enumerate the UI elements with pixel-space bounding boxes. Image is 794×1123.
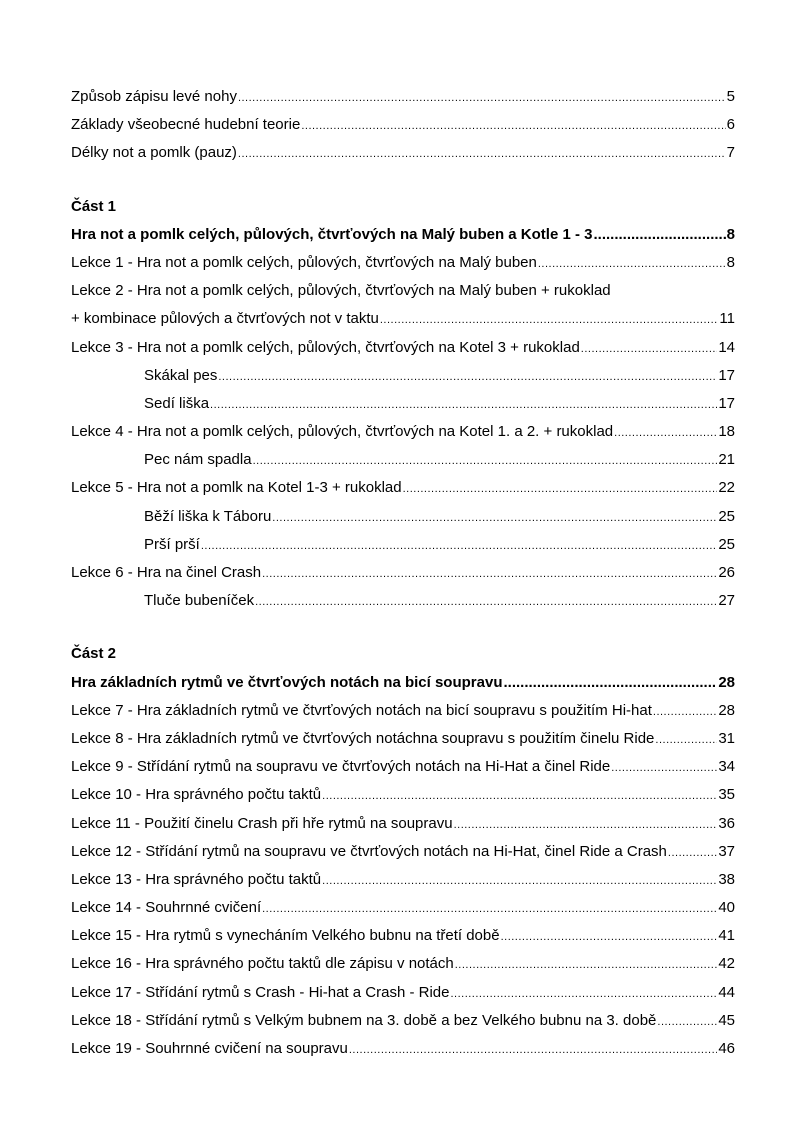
toc-entry-title: + kombinace půlových a čtvrťových not v taktu xyxy=(71,310,379,328)
toc-entry-title: Lekce 4 - Hra not a pomlk celých, půlových, čtvrťových na Kotel 1. a 2. + rukoklad xyxy=(71,423,614,441)
toc-entry-title: Sedí liška xyxy=(144,394,210,412)
toc-subentry[interactable] xyxy=(71,503,735,531)
toc-entry-title: Lekce 5 - Hra not a pomlk na Kotel 1-3 + rukoklad xyxy=(71,479,402,497)
toc-entry-page: 42 xyxy=(718,955,735,973)
toc-entry[interactable] xyxy=(71,781,735,809)
toc-entry-title: Lekce 6 - Hra na činel Crash xyxy=(71,564,262,581)
toc-dot-leader xyxy=(538,250,726,278)
toc-entry-page: 8 xyxy=(726,253,735,271)
toc-entry-page: 40 xyxy=(718,899,735,917)
toc-entry-title: Lekce 19 - Souhrnné cvičení na soupravu xyxy=(71,1040,348,1057)
toc-subentry[interactable] xyxy=(71,390,735,418)
toc-dot-leader xyxy=(272,504,717,532)
toc-entry[interactable] xyxy=(71,979,735,1007)
toc-dot-leader xyxy=(322,782,717,810)
toc-dot-leader xyxy=(255,588,717,616)
toc-section-title: Hra základních rytmů ve čtvrťových notách na bicí soupravu xyxy=(71,673,503,691)
toc-entry-page: 17 xyxy=(718,366,735,384)
toc-entry-title: Lekce 9 - Střídání rytmů na soupravu ve čtvrťových notách na Hi-Hat a činel Ride xyxy=(71,758,611,776)
toc-subentry[interactable] xyxy=(71,531,735,559)
toc-entry-page: 25 xyxy=(718,507,735,525)
toc-entry-page: 36 xyxy=(718,814,735,832)
toc-entry[interactable] xyxy=(71,83,735,111)
toc-entry[interactable] xyxy=(71,838,735,866)
toc-dot-leader xyxy=(253,447,718,475)
toc-entry-title: Tluče bubeníček xyxy=(144,592,255,610)
toc-section-entry[interactable] xyxy=(71,669,735,697)
toc-entry-title: Pec nám spadla xyxy=(144,451,252,469)
table-of-contents xyxy=(71,83,735,1063)
toc-dot-leader xyxy=(322,867,717,895)
part-heading xyxy=(71,640,735,668)
toc-entry[interactable] xyxy=(71,1007,735,1035)
toc-entry-title: Lekce 11 - Použití činelu Crash při hře rytmů na soupravu xyxy=(71,814,453,832)
toc-entry-title: Lekce 10 - Hra správného počtu taktů xyxy=(71,786,322,804)
toc-section-title: Hra not a pomlk celých, půlových, čtvrťových na Malý buben a Kotle 1 - 3 xyxy=(71,225,593,243)
toc-dot-leader xyxy=(403,475,718,503)
toc-entry-title: Lekce 15 - Hra rytmů s vynecháním Velkého bubnu na třetí době xyxy=(71,927,500,945)
toc-entry-page: 44 xyxy=(718,983,735,1001)
part-heading-text: Část 2 xyxy=(71,645,117,663)
toc-entry[interactable] xyxy=(71,111,735,139)
toc-entry[interactable] xyxy=(71,697,735,725)
toc-entry-page: 14 xyxy=(718,338,735,356)
toc-entry-title: Lekce 8 - Hra základních rytmů ve čtvrťových notáchna soupravu s použitím činelu Ride xyxy=(71,729,655,747)
toc-dot-leader xyxy=(614,419,717,447)
toc-section-page: 8 xyxy=(726,225,735,243)
toc-entry-title: Lekce 3 - Hra not a pomlk celých, půlových, čtvrťových na Kotel 3 + rukoklad xyxy=(71,338,580,356)
toc-entry-title: Lekce 16 - Hra správného počtu taktů dle zápisu v notách xyxy=(71,955,454,973)
part-heading-text: Část 1 xyxy=(71,197,117,215)
toc-entry-page: 25 xyxy=(718,535,735,553)
toc-dot-leader xyxy=(454,811,718,839)
toc-entry-title: Délky not a pomlk (pauz) xyxy=(71,144,237,162)
toc-entry-page: 38 xyxy=(718,870,735,888)
toc-entry[interactable] xyxy=(71,249,735,277)
toc-entry-title: Lekce 7 - Hra základních rytmů ve čtvrťových notách na bicí soupravu s použitím Hi-hat xyxy=(71,701,652,719)
toc-subentry[interactable] xyxy=(71,587,735,615)
toc-entry-title: Lekce 12 - Střídání rytmů na soupravu ve čtvrťových notách na Hi-Hat, činel Ride a Crash xyxy=(71,842,667,860)
toc-entry[interactable] xyxy=(71,474,735,502)
toc-dot-leader xyxy=(657,1008,717,1036)
toc-entry-page: 7 xyxy=(726,144,735,162)
toc-entry-page: 5 xyxy=(726,88,735,105)
toc-dot-leader xyxy=(611,754,717,782)
toc-dot-leader xyxy=(501,923,718,951)
toc-dot-leader xyxy=(238,140,726,168)
toc-entry-page: 21 xyxy=(718,451,735,469)
toc-entry-title: Prší prší xyxy=(144,535,200,553)
toc-entry-page: 27 xyxy=(718,592,735,610)
toc-dot-leader xyxy=(201,532,717,560)
toc-dot-leader xyxy=(380,306,719,334)
toc-dot-leader xyxy=(238,84,726,112)
toc-entry[interactable] xyxy=(71,139,735,167)
toc-entry[interactable] xyxy=(71,418,735,446)
toc-entry-page: 26 xyxy=(718,564,735,581)
toc-dot-leader xyxy=(262,560,717,588)
toc-entry-title: Běží liška k Táboru xyxy=(144,507,272,525)
toc-entry-page: 45 xyxy=(718,1011,735,1029)
toc-entry-title: Lekce 18 - Střídání rytmů s Velkým bubnem na 3. době a bez Velkého bubnu na 3. době xyxy=(71,1011,657,1029)
toc-entry[interactable] xyxy=(71,950,735,978)
toc-entry-title: Skákal pes xyxy=(144,366,218,384)
toc-entry-title: Lekce 1 - Hra not a pomlk celých, půlových, čtvrťových na Malý buben xyxy=(71,253,537,271)
toc-dot-leader xyxy=(450,980,717,1008)
toc-entry[interactable] xyxy=(71,277,735,305)
toc-entry-title: Způsob zápisu levé nohy xyxy=(71,88,237,105)
toc-entry[interactable] xyxy=(71,559,735,587)
toc-dot-leader xyxy=(210,391,717,419)
toc-entry[interactable] xyxy=(71,1035,735,1063)
toc-entry-page: 22 xyxy=(718,479,735,497)
toc-dot-leader xyxy=(262,895,717,923)
toc-dot-leader xyxy=(668,839,717,867)
toc-entry-page: 34 xyxy=(718,758,735,776)
toc-dot-leader xyxy=(218,363,717,391)
toc-entry[interactable] xyxy=(71,334,735,362)
toc-dot-leader xyxy=(301,112,725,140)
toc-entry[interactable] xyxy=(71,810,735,838)
toc-dot-leader xyxy=(655,726,717,754)
toc-entry-title: Lekce 17 - Střídání rytmů s Crash - Hi-hat a Crash - Ride xyxy=(71,983,450,1001)
toc-dot-leader xyxy=(455,951,718,979)
toc-entry-page: 41 xyxy=(718,927,735,945)
toc-entry[interactable] xyxy=(71,725,735,753)
toc-dot-leader xyxy=(653,698,717,726)
toc-dot-leader xyxy=(503,669,717,697)
toc-dot-leader xyxy=(581,335,718,363)
toc-entry-page: 11 xyxy=(719,310,735,328)
toc-entry-title: Lekce 2 - Hra not a pomlk celých, půlových, čtvrťových na Malý buben + rukoklad xyxy=(71,282,611,300)
toc-subentry[interactable] xyxy=(71,446,735,474)
toc-entry-page: 35 xyxy=(718,786,735,804)
toc-section-entry[interactable] xyxy=(71,221,735,249)
toc-entry-title: Základy všeobecné hudební teorie xyxy=(71,116,301,134)
toc-dot-leader xyxy=(349,1036,717,1064)
toc-entry[interactable] xyxy=(71,894,735,922)
toc-entry-page: 31 xyxy=(718,729,735,747)
toc-entry-page: 6 xyxy=(726,116,735,134)
toc-entry[interactable] xyxy=(71,753,735,781)
toc-entry-page: 46 xyxy=(718,1040,735,1057)
toc-section-page: 28 xyxy=(718,673,735,691)
toc-entry-page: 17 xyxy=(718,394,735,412)
toc-entry-page: 18 xyxy=(718,423,735,441)
part-heading xyxy=(71,193,735,221)
toc-entry-title: Lekce 14 - Souhrnné cvičení xyxy=(71,899,262,917)
toc-entry-title: Lekce 13 - Hra správného počtu taktů xyxy=(71,870,322,888)
toc-entry-page: 28 xyxy=(718,701,735,719)
toc-entry[interactable] xyxy=(71,922,735,950)
toc-dot-leader xyxy=(594,221,726,249)
toc-entry-page: 37 xyxy=(718,842,735,860)
toc-entry[interactable] xyxy=(71,866,735,894)
toc-subentry[interactable] xyxy=(71,362,735,390)
toc-entry[interactable] xyxy=(71,305,735,333)
